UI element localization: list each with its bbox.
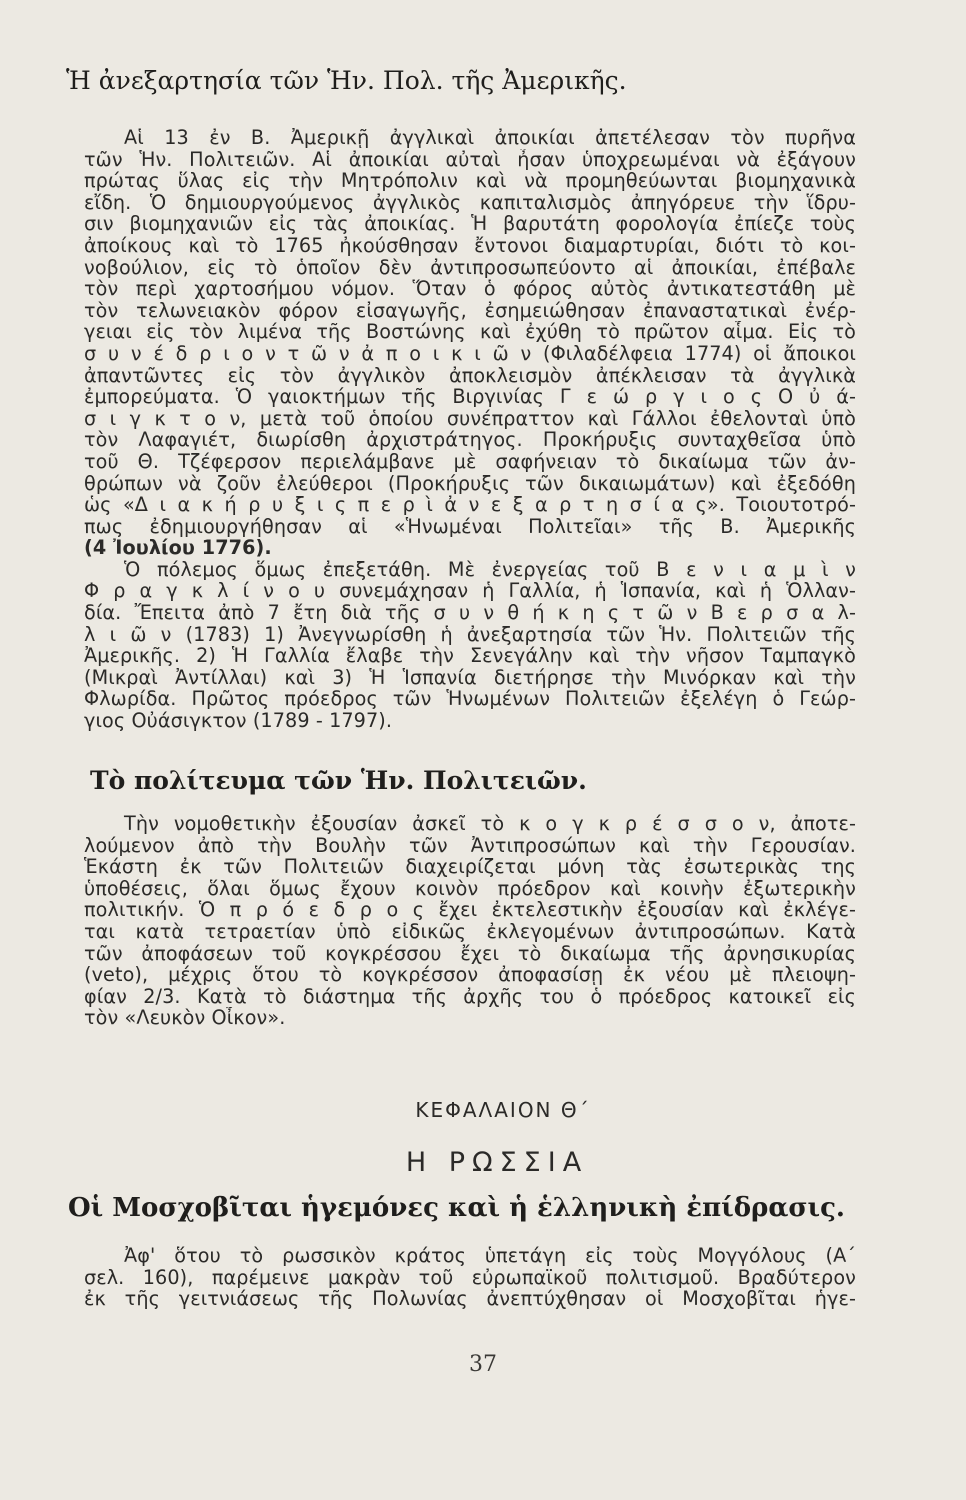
text-line: ἀποίκους καὶ τὸ 1765 ἠκούσθησαν ἔντονοι διαμαρτυρίαι, διότι τὸ κοι-: [84, 234, 856, 257]
text-line: (veto), μέχρις ὅτου τὸ κογκρέσσον ἀποφασίσῃ ἐκ νέου μὲ πλειοψη-: [84, 964, 856, 986]
text-line: τὸν Λαφαγιέτ, διωρίσθη ἀρχιστράτηγος. Προκήρυξις συνταχθεῖσα ὑπὸ: [84, 429, 856, 451]
text-line: τῶν ἀποφάσεων τοῦ κογκρέσσου ἔχει τὸ δικαίωμα τῆς ἀρνησικυρίας: [84, 942, 856, 965]
text-line: φίαν 2/3. Κατὰ τὸ διάστημα τῆς ἀρχῆς του ὁ πρόεδρος κατοικεῖ εἰς: [84, 985, 856, 1008]
section-heading-muscovite-rulers: Οἱ Μοσχοβῖται ἡγεμόνες καὶ ἡ ἑλληνικὴ ἐπίδρασις.: [68, 1193, 845, 1223]
text-line: λ ι ῶ ν (1783) 1) Ἀνεγνωρίσθη ἡ ἀνεξαρτησία τῶν Ἡν. Πολιτειῶν τῆς: [84, 623, 856, 646]
text-line: σ υ ν έ δ ρ ι ο ν τ ῶ ν ἀ π ο ι κ ι ῶ ν (Φιλαδέλφεια 1774) οἱ ἄποικοι: [84, 342, 856, 365]
text-line: πρώτας ὕλας εἰς τὴν Μητρόπολιν καὶ νὰ προμηθεύωνται βιομηχανικὰ: [84, 170, 856, 192]
text-line: γειαι εἰς τὸν λιμένα τῆς Βοστώνης καὶ ἐχύθη τὸ πρῶτον αἷμα. Εἰς τὸ: [84, 321, 856, 343]
text-line: τῶν Ἡν. Πολιτειῶν. Αἱ ἀποικίαι αὐταὶ ἦσαν ὑποχρεωμέναι νὰ ἐξάγουν: [84, 148, 856, 171]
text-line: Αἱ 13 ἐν Β. Ἀμερικῇ ἀγγλικαὶ ἀποικίαι ἀπετέλεσαν τὸν πυρῆνα: [124, 127, 856, 149]
text-line: τὸν περὶ χαρτοσήμου νόμον. Ὅταν ὁ φόρος αὐτὸς ἀντικατεστάθη μὲ: [84, 278, 856, 300]
paragraph-muscovite-rulers: [84, 1245, 856, 1310]
text-line: ἀπαντῶντες εἰς τὸν ἀγγλικὸν ἀποκλεισμὸν ἀπέκλεισαν τὰ ἀγγλικὰ: [84, 364, 856, 387]
section-heading-constitution: Τὸ πολίτευμα τῶν Ἡν. Πολιτειῶν.: [90, 766, 587, 795]
text-line: Φλωρίδα. Πρῶτος πρόεδρος τῶν Ἡνωμένων Πολιτειῶν ἐξελέγη ὁ Γεώρ-: [84, 688, 856, 711]
chapter-title: Η ΡΩΣΣΙΑ: [405, 1147, 589, 1178]
text-line: ἐκ τῆς γειτνιάσεως τῆς Πολωνίας ἀνεπτύχθησαν οἱ Μοσχοβῖται ἡγε-: [84, 1288, 856, 1310]
text-line: τὸν «Λευκὸν Οἶκον».: [84, 1007, 286, 1029]
text-line: Ἀφ' ὅτου τὸ ρωσσικὸν κράτος ὑπετάγη εἰς τοὺς Μογγόλους (Α΄: [124, 1245, 856, 1267]
paragraph-independence: [84, 127, 856, 732]
text-line: Τὴν νομοθετικὴν ἐξουσίαν ἀσκεῖ τὸ κ ο γ κ ρ έ σ σ ο ν, ἀποτε-: [124, 813, 856, 835]
text-line: σιν βιομηχανιῶν εἰς τὰς ἀποικίας. Ἡ βαρυτάτη φορολογία ἐπίεζε τοὺς: [84, 213, 856, 235]
text-line: νοβούλιον, εἰς τὸ ὁποῖον δὲν ἀντιπροσωπεύοντο αἱ ἀποικίαι, ἐπέβαλε: [84, 256, 856, 279]
text-line: (Μικραὶ Ἀντίλλαι) καὶ 3) Ἡ Ἱσπανία διετήρησε τὴν Μινόρκαν καὶ τὴν: [84, 666, 856, 689]
text-line: τὸν τελωνειακὸν φόρον εἰσαγωγῆς, ἐσημειώθησαν ἐπαναστατικαὶ ἐνέρ-: [84, 299, 856, 322]
text-line: Ἀμερικῆς. 2) Ἡ Γαλλία ἔλαβε τὴν Σενεγάλην καὶ τὴν νῆσον Ταμπαγκὸ: [84, 645, 856, 667]
text-line: δία. Ἔπειτα ἀπὸ 7 ἔτη διὰ τῆς σ υ ν θ ή κ η ς τ ῶ ν Β ε ρ σ α λ-: [84, 602, 856, 624]
page-number: 37: [469, 1352, 497, 1377]
text-line: Ἑκάστη ἐκ τῶν Πολιτειῶν διαχειρίζεται μόνη τὰς ἐσωτερικὰς της: [84, 856, 856, 878]
text-line: πολιτικήν. Ὁ π ρ ό ε δ ρ ο ς ἔχει ἐκτελεστικὴν ἐξουσίαν καὶ ἐκλέγε-: [84, 899, 856, 921]
text-line: σ ι γ κ τ ο ν, μετὰ τοῦ ὁποίου συνέπραττον καὶ Γάλλοι ἐθελονταὶ ὑπὸ: [84, 407, 856, 430]
text-line: ὑποθέσεις, ὅλαι ὅμως ἔχουν κοινὸν πρόεδρον καὶ κοινὴν ἐξωτερικὴν: [84, 877, 856, 900]
text-line: τοῦ Θ. Τζέφερσον περιελάμβανε μὲ σαφήνειαν τὸ δικαίωμα τῶν ἀν-: [84, 450, 856, 473]
chapter-number: ΚΕΦΑΛΑΙΟΝ Θ΄: [415, 1098, 591, 1122]
text-line: πως ἐδημιουργήθησαν αἱ «Ἡνωμέναι Πολιτεῖαι» τῆς Β. Ἀμερικῆς: [84, 515, 856, 538]
text-line: (4 Ἰουλίου 1776).: [84, 537, 272, 559]
section-heading-independence: Ἡ ἀνεξαρτησία τῶν Ἡν. Πολ. τῆς Ἀμερικῆς.: [66, 66, 627, 95]
text-line: λούμενον ἀπὸ τὴν Βουλὴν τῶν Ἀντιπροσώπων καὶ τὴν Γερουσίαν.: [84, 834, 856, 857]
text-line: ἐμπορεύματα. Ὁ γαιοκτήμων τῆς Βιργινίας Γ ε ώ ρ γ ι ο ς Ο ὐ ά-: [84, 386, 856, 408]
paragraph-constitution: [84, 813, 856, 1029]
text-line: ὡς «Δ ι α κ ή ρ υ ξ ι ς π ε ρ ὶ ἀ ν ε ξ α ρ τ η σ ί α ς». Τοιουτοτρό-: [84, 494, 856, 516]
text-line: Ὁ πόλεμος ὅμως ἐπεξετάθη. Μὲ ἐνεργείας τοῦ Β ε ν ι α μ ὶ ν: [124, 558, 856, 581]
text-line: Φ ρ α γ κ λ ί ν ο υ συνεμάχησαν ἡ Γαλλία, ἡ Ἱσπανία, καὶ ἡ Ὁλλαν-: [84, 580, 856, 603]
text-line: σελ. 160), παρέμεινε μακρὰν τοῦ εὐρωπαϊκοῦ πολιτισμοῦ. Βραδύτερον: [84, 1266, 856, 1289]
text-line: ται κατὰ τετραετίαν ὑπὸ εἰδικῶς ἐκλεγομένων ἀντιπροσώπων. Κατὰ: [84, 920, 856, 943]
text-line: εἴδη. Ὁ δημιουργούμενος ἀγγλικὸς καπιταλισμὸς ἀπηγόρευε τὴν ἵδρυ-: [84, 191, 856, 214]
text-line: θρώπων νὰ ζοῦν ἐλεύθεροι (Προκήρυξις τῶν δικαιωμάτων) καὶ ἐξεδόθη: [84, 472, 856, 495]
text-line: γιος Οὐάσιγκτον (1789 - 1797).: [84, 710, 393, 732]
